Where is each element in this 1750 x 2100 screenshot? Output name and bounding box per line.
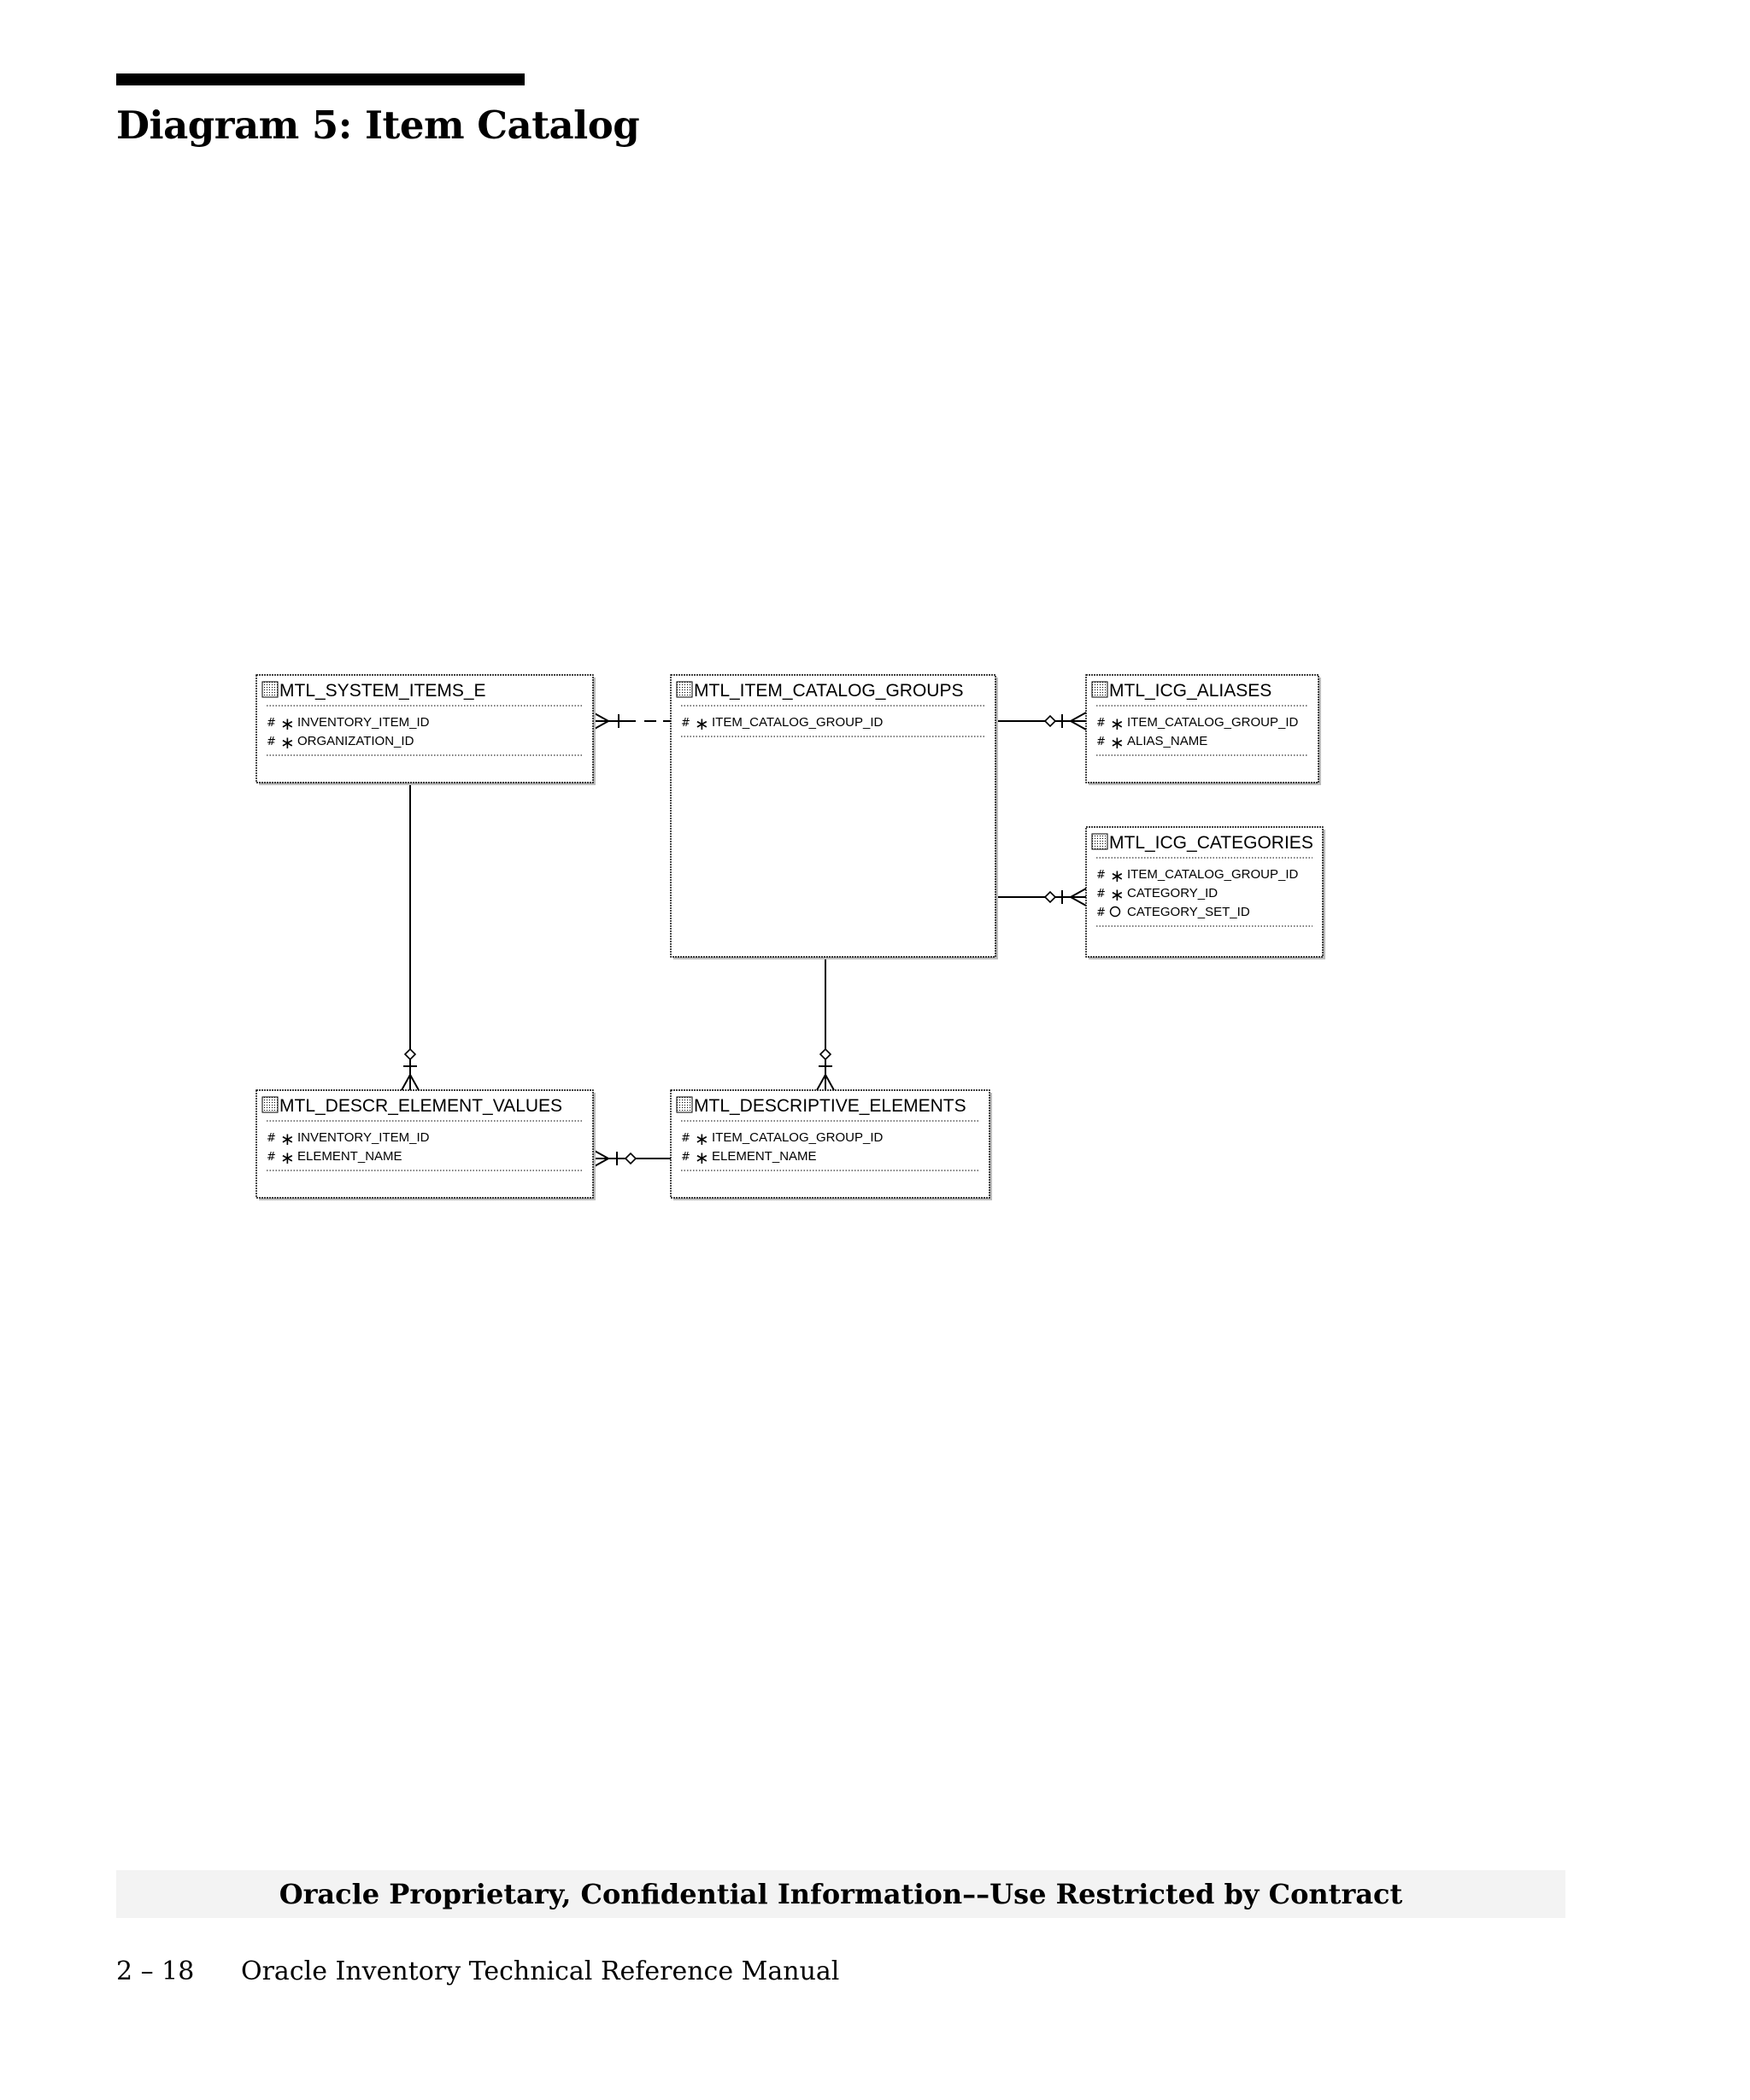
relationship-micg-cat <box>995 889 1086 906</box>
entity-boxes <box>256 675 1325 1200</box>
diagram-heading: Diagram 5: Item Catalog <box>116 103 640 148</box>
key-marker: # <box>1096 888 1106 900</box>
entity-title: MTL_DESCR_ELEMENT_VALUES <box>279 1096 563 1116</box>
relationship-msi-micg <box>593 713 671 730</box>
crows-foot <box>825 1075 834 1090</box>
key-marker: # <box>267 1132 276 1145</box>
column-name: CATEGORY_SET_ID <box>1127 905 1250 919</box>
mandatory-icon: ∗ <box>695 713 709 734</box>
mandatory-icon: ∗ <box>280 713 295 734</box>
column-name: ELEMENT_NAME <box>297 1149 402 1164</box>
entity-cat <box>1086 827 1325 959</box>
crows-foot <box>402 1075 410 1090</box>
column-name: INVENTORY_ITEM_ID <box>297 715 430 730</box>
column-name: ORGANIZATION_ID <box>297 734 414 748</box>
entity-title: MTL_ITEM_CATALOG_GROUPS <box>694 681 964 701</box>
entity-micg <box>671 675 998 959</box>
column-name: ITEM_CATALOG_GROUP_ID <box>1127 715 1299 730</box>
entity-alias <box>1086 675 1321 785</box>
key-marker: # <box>267 1151 276 1164</box>
key-marker: # <box>1096 717 1106 730</box>
optional-diamond <box>1045 716 1055 726</box>
mandatory-icon: ∗ <box>280 1129 295 1149</box>
mandatory-icon: ∗ <box>695 1147 709 1168</box>
relationship-micg-alias <box>995 713 1086 730</box>
relationship-msi-dev <box>402 783 419 1090</box>
entity-dev <box>256 1090 596 1200</box>
key-marker: # <box>267 717 276 730</box>
table-icon <box>262 682 278 697</box>
key-marker: # <box>681 1151 690 1164</box>
confidential-notice: Oracle Proprietary, Confidential Information––Use Restricted by Contract <box>116 1870 1565 1918</box>
optional-diamond <box>405 1049 415 1059</box>
key-marker: # <box>681 717 690 730</box>
table-icon <box>677 682 692 697</box>
crows-foot <box>1071 897 1086 906</box>
page-number: 2 – 18 <box>116 1956 195 1986</box>
column-name: ITEM_CATALOG_GROUP_ID <box>1127 867 1299 882</box>
table-icon <box>1092 834 1107 849</box>
mandatory-icon: ∗ <box>1110 884 1125 905</box>
relationship-micg-de <box>817 957 834 1090</box>
optional-diamond <box>820 1049 831 1059</box>
column-name: INVENTORY_ITEM_ID <box>297 1130 430 1145</box>
mandatory-icon: ∗ <box>1110 713 1125 734</box>
column-name: ALIAS_NAME <box>1127 734 1208 748</box>
crows-foot <box>1071 889 1086 897</box>
mandatory-icon: ∗ <box>695 1129 709 1149</box>
mandatory-icon: ∗ <box>1110 732 1125 753</box>
entity-msi <box>256 675 596 785</box>
key-marker: # <box>1096 869 1106 882</box>
entity-title: MTL_SYSTEM_ITEMS_E <box>279 681 486 701</box>
mandatory-icon: ∗ <box>280 732 295 753</box>
column-name: ITEM_CATALOG_GROUP_ID <box>712 715 884 730</box>
key-marker: # <box>267 736 276 748</box>
entity-title: MTL_ICG_ALIASES <box>1109 681 1272 701</box>
column-name: CATEGORY_ID <box>1127 886 1219 900</box>
column-name: ITEM_CATALOG_GROUP_ID <box>712 1130 884 1145</box>
key-marker: # <box>1096 906 1106 919</box>
relationship-dev-de <box>593 1150 671 1167</box>
table-icon <box>1092 682 1107 697</box>
key-marker: # <box>681 1132 690 1145</box>
crows-foot <box>1071 713 1086 721</box>
crows-foot <box>1071 721 1086 730</box>
entity-de <box>671 1090 992 1200</box>
crows-foot <box>410 1075 419 1090</box>
crows-foot <box>817 1075 825 1090</box>
column-name: ELEMENT_NAME <box>712 1149 817 1164</box>
optional-diamond <box>1045 892 1055 902</box>
mandatory-icon: ∗ <box>1110 865 1125 886</box>
table-icon <box>262 1097 278 1112</box>
mandatory-icon: ∗ <box>280 1147 295 1168</box>
entity-title: MTL_DESCRIPTIVE_ELEMENTS <box>694 1096 966 1116</box>
key-marker: # <box>1096 736 1106 748</box>
manual-title: Oracle Inventory Technical Reference Manual <box>241 1956 840 1986</box>
entity-title: MTL_ICG_CATEGORIES <box>1109 833 1313 853</box>
optional-diamond <box>625 1153 636 1164</box>
table-icon <box>677 1097 692 1112</box>
